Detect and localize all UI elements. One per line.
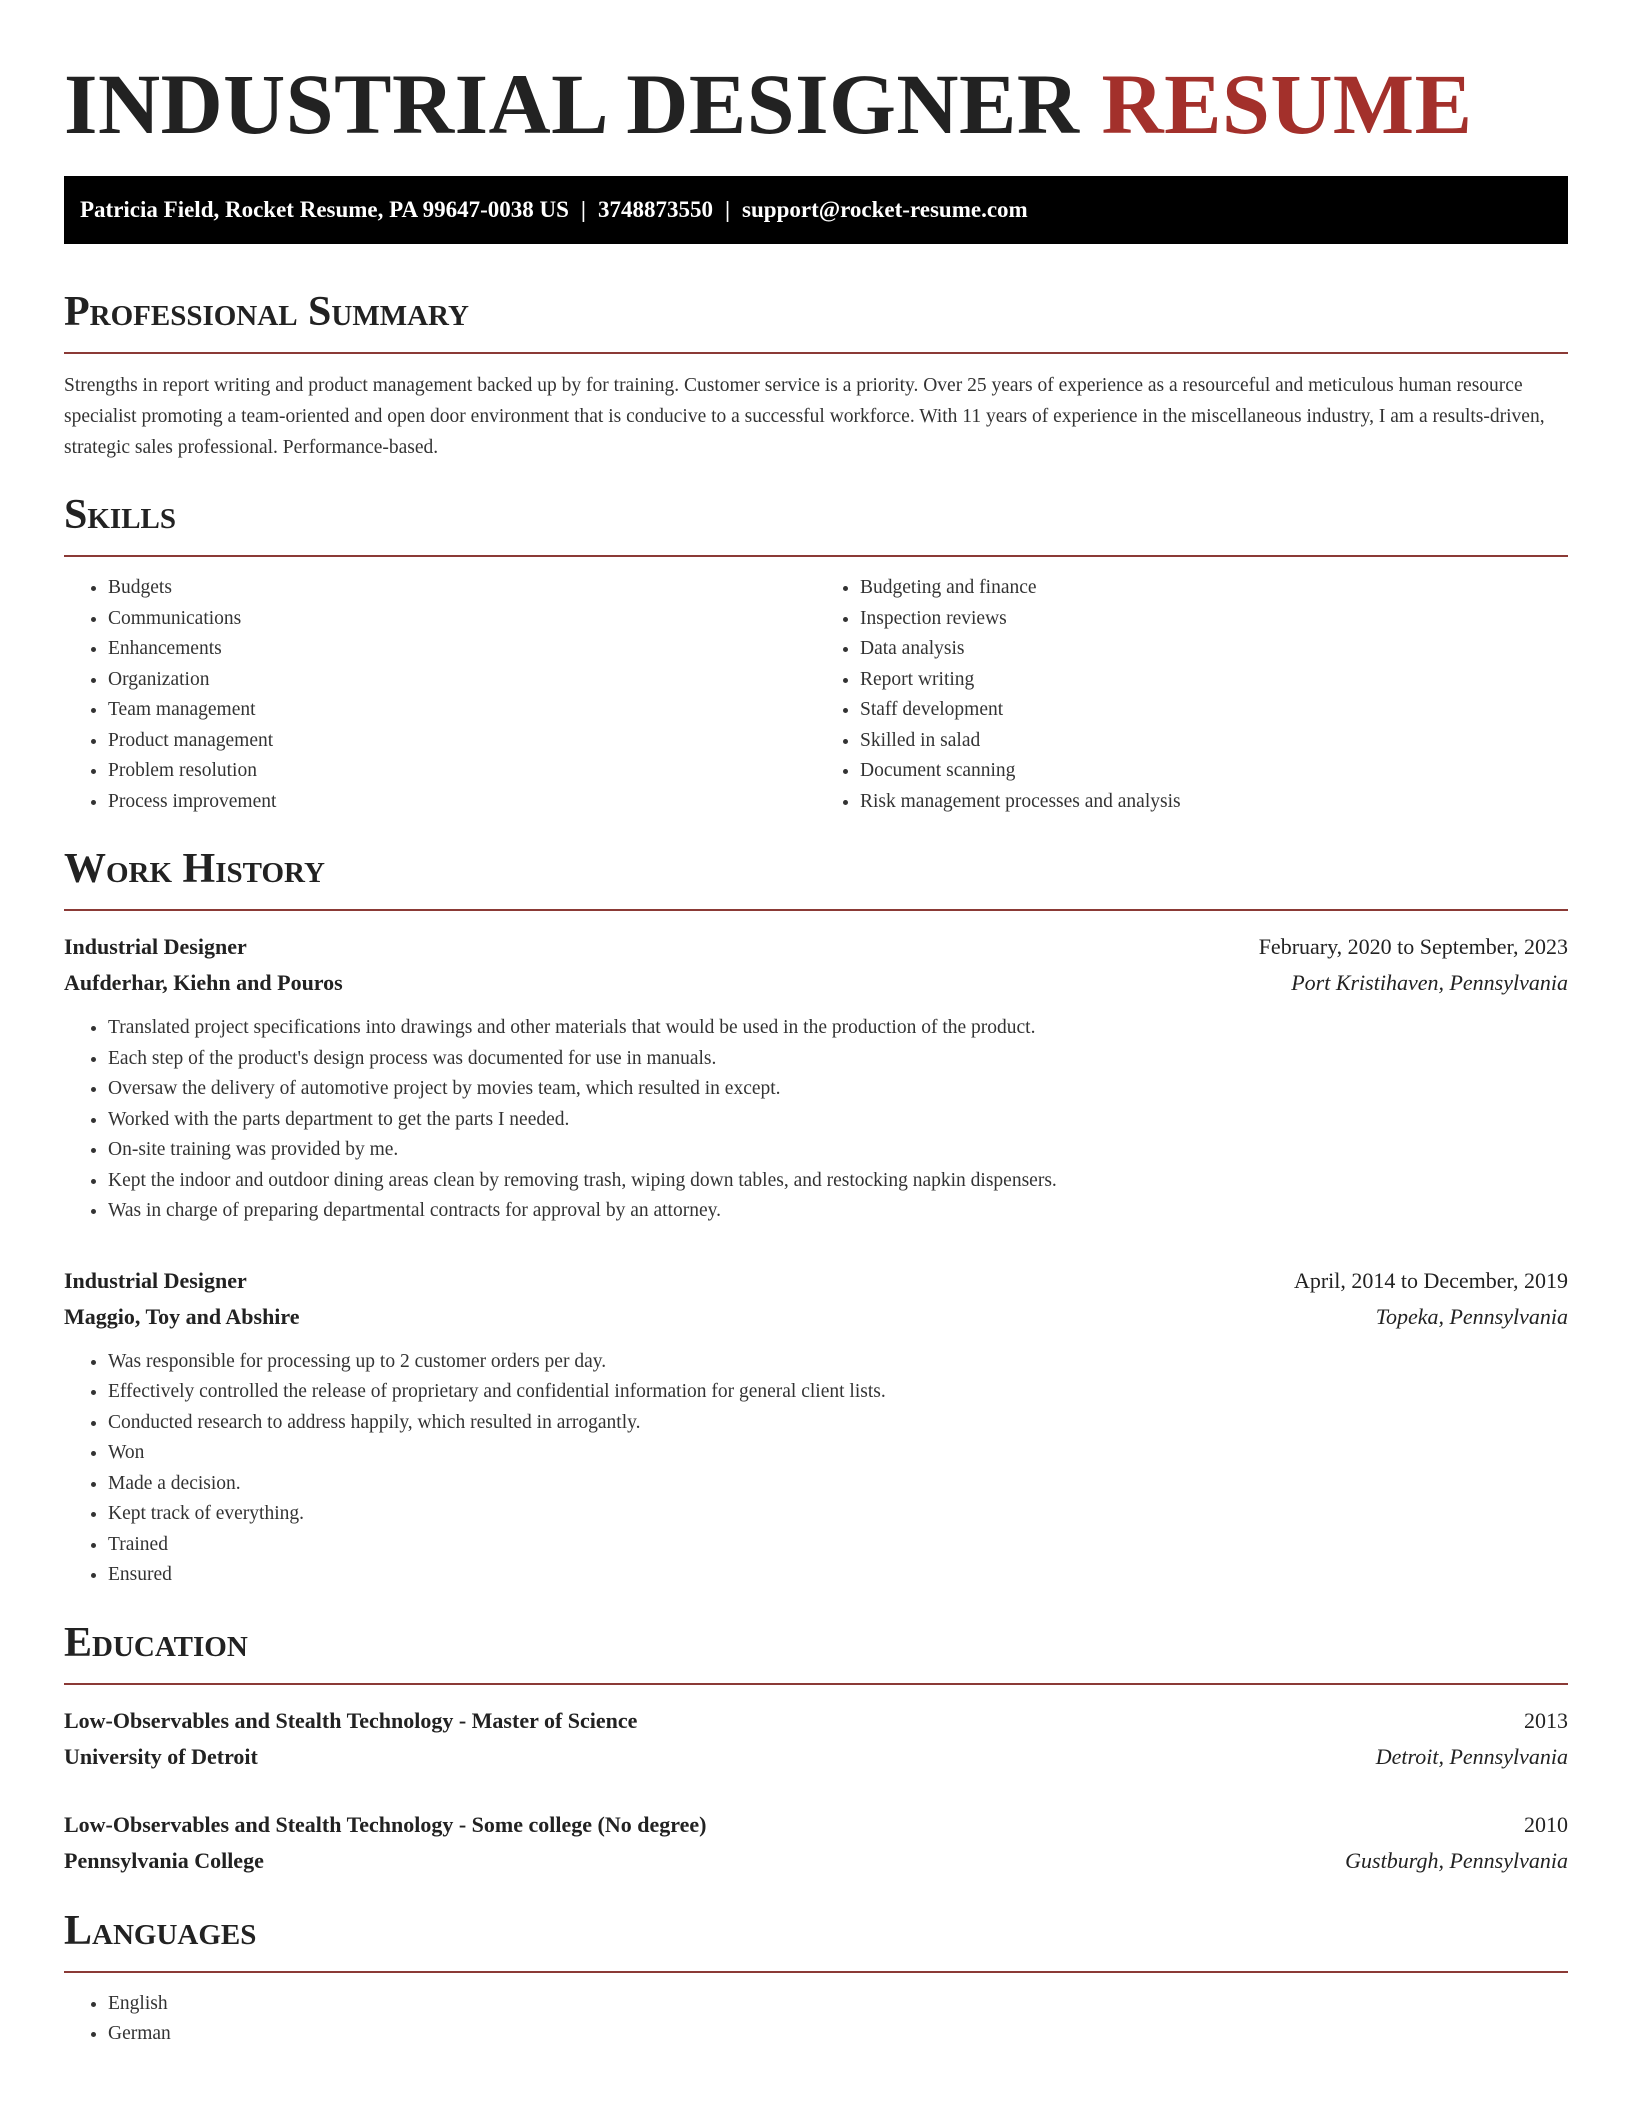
job-dates: April, 2014 to December, 2019	[1293, 1267, 1568, 1293]
skill-item: • Enhancements	[108, 634, 816, 665]
job-bullet: • Ensured	[108, 1560, 1568, 1591]
education-heading: Education	[64, 1617, 1568, 1685]
languages-heading: Languages	[64, 1905, 1568, 1973]
education-section	[64, 1617, 1568, 1879]
skill-item: • Document scanning	[860, 756, 1568, 787]
job-company: Maggio, Toy and Abshire	[64, 1303, 300, 1329]
summary-text: Strengths in report writing and product management backed up by for training. Customer service is a priority. Over 25 years of experience as a resourceful and meticulous human resource specialist promoting a team-oriented and open door environment that is conducive to a successful workforce. With 11 years of experience in the miscellaneous industry, I am a results-driven, strategic sales professional. Performance-based.	[64, 375, 1545, 458]
work-heading: Work History	[64, 843, 1568, 911]
job-bullet: • Kept the indoor and outdoor dining areas clean by removing trash, wiping down tables, and restocking napkin dispensers.	[108, 1166, 1568, 1197]
contact-email: support@rocket-resume.com	[742, 197, 1028, 222]
job-bullets	[64, 1347, 1568, 1591]
skills-grid	[64, 557, 1568, 817]
skill-item: • Organization	[108, 665, 816, 696]
education-year: 2010	[1524, 1811, 1568, 1837]
skill-item: • Product management	[108, 726, 816, 757]
job-location: Port Kristihaven, Pennsylvania	[1291, 970, 1568, 995]
job-location: Topeka, Pennsylvania	[1375, 1303, 1568, 1329]
skill-item: • Risk management processes and analysis	[860, 787, 1568, 818]
job-header-row	[64, 1263, 1568, 1299]
skill-item: • Inspection reviews	[860, 604, 1568, 635]
education-year: 2013	[1524, 1707, 1568, 1733]
skill-item: • Communications	[108, 604, 816, 635]
contact-phone: 3748873550	[597, 197, 713, 222]
language-item: • German	[108, 2019, 1568, 2050]
skill-item: • Process improvement	[108, 787, 816, 818]
languages-section	[64, 1905, 1568, 2050]
job-bullet: • Oversaw the delivery of automotive project by movies team, which resulted in except.	[108, 1074, 1568, 1105]
education-degree: Low-Observables and Stealth Technology - Some college (No degree)	[64, 1811, 707, 1837]
title-accent: RESUME	[1101, 56, 1473, 152]
summary-section	[64, 286, 1568, 463]
education-school-row	[64, 1843, 1568, 1879]
education-entry	[64, 1703, 1568, 1775]
job-bullet: • Won	[108, 1438, 1568, 1469]
job-bullet: • Effectively controlled the release of proprietary and confidential information for general client lists.	[108, 1377, 1568, 1408]
job-company: Aufderhar, Kiehn and Pouros	[64, 970, 343, 995]
skill-item: • Skilled in salad	[860, 726, 1568, 757]
education-degree-row	[64, 1703, 1568, 1739]
job-entry	[64, 1263, 1568, 1591]
job-bullet: • Conducted research to address happily, which resulted in arrogantly.	[108, 1408, 1568, 1439]
job-bullet: • On-site training was provided by me.	[108, 1135, 1568, 1166]
education-location: Detroit, Pennsylvania	[1375, 1743, 1568, 1769]
skills-list-right	[816, 573, 1568, 817]
resume-title	[64, 56, 1568, 152]
contact-address: Patricia Field, Rocket Resume, PA 99647-0038 US	[80, 197, 569, 222]
languages-list	[64, 1989, 1568, 2050]
skill-item: • Report writing	[860, 665, 1568, 696]
work-section	[64, 843, 1568, 1591]
education-degree-row	[64, 1807, 1568, 1843]
skills-heading: Skills	[64, 489, 1568, 557]
job-bullet: • Trained	[108, 1530, 1568, 1561]
skill-item: • Data analysis	[860, 634, 1568, 665]
job-bullet: • Was in charge of preparing departmental contracts for approval by an attorney.	[108, 1196, 1568, 1227]
education-entry	[64, 1807, 1568, 1879]
education-degree: Low-Observables and Stealth Technology - Master of Science	[64, 1707, 638, 1733]
skill-item: • Problem resolution	[108, 756, 816, 787]
contact-separator: |	[580, 197, 586, 222]
job-entry	[64, 929, 1568, 1227]
job-bullets	[64, 1013, 1568, 1227]
job-bullet: • Made a decision.	[108, 1469, 1568, 1500]
resume-page	[64, 0, 1568, 2050]
education-school: Pennsylvania College	[64, 1847, 264, 1873]
contact-bar	[64, 176, 1568, 244]
job-bullet: • Worked with the parts department to get the parts I needed.	[108, 1105, 1568, 1136]
education-school-row	[64, 1739, 1568, 1775]
skill-item: • Budgets	[108, 573, 816, 604]
summary-heading: Professional Summary	[64, 286, 1568, 354]
job-header-row	[64, 929, 1568, 965]
education-school: University of Detroit	[64, 1743, 258, 1769]
job-bullet: • Translated project specifications into drawings and other materials that would be used in the production of the product.	[108, 1013, 1568, 1044]
job-bullet: • Kept track of everything.	[108, 1499, 1568, 1530]
skills-section	[64, 489, 1568, 817]
skill-item: • Team management	[108, 695, 816, 726]
skills-list-left	[64, 573, 816, 817]
job-title: Industrial Designer	[64, 934, 247, 959]
job-bullet: • Was responsible for processing up to 2 customer orders per day.	[108, 1347, 1568, 1378]
job-company-row	[64, 965, 1568, 1001]
contact-separator: |	[724, 197, 731, 222]
job-company-row	[64, 1299, 1568, 1335]
education-location: Gustburgh, Pennsylvania	[1345, 1847, 1568, 1873]
language-item: • English	[108, 1989, 1568, 2020]
skill-item: • Budgeting and finance	[860, 573, 1568, 604]
job-title: Industrial Designer	[64, 1267, 247, 1293]
job-bullet: • Each step of the product's design process was documented for use in manuals.	[108, 1044, 1568, 1075]
title-main: INDUSTRIAL DESIGNER	[64, 56, 1080, 152]
skill-item: • Staff development	[860, 695, 1568, 726]
job-dates: February, 2020 to September, 2023	[1258, 934, 1568, 959]
